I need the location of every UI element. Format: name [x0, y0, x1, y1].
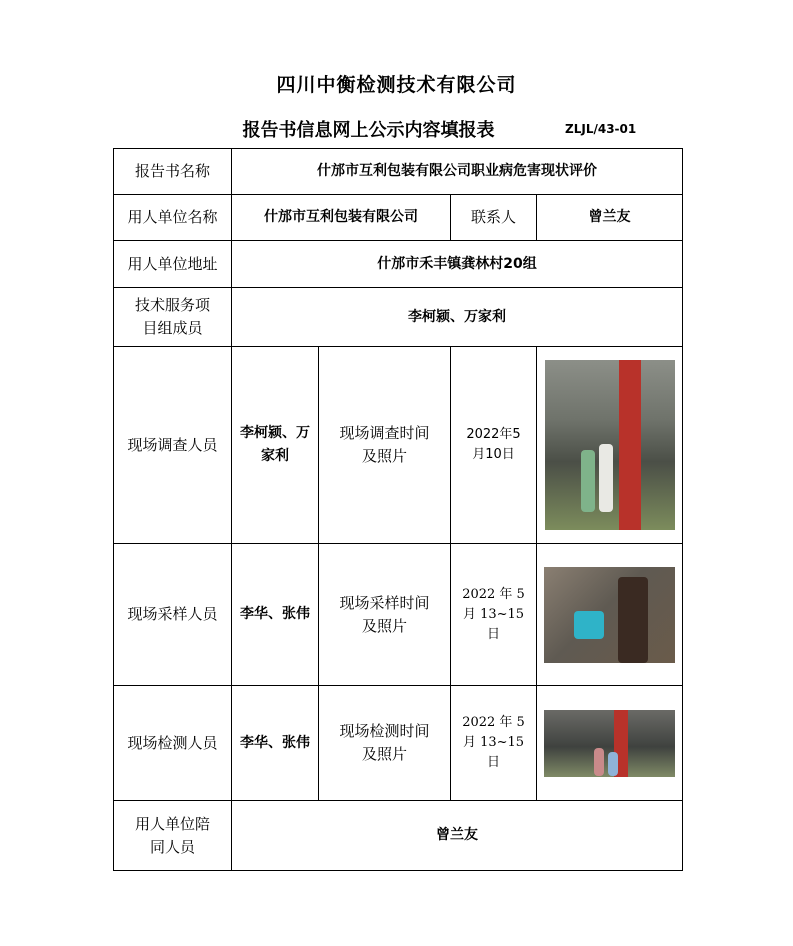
form-title-text: 报告书信息网上公示内容填报表: [242, 120, 495, 141]
sampling-time-label: 现场采样时间及照片: [319, 544, 451, 686]
person-figure: [608, 752, 618, 776]
row-employer: [114, 195, 683, 241]
testing-label: 现场检测人员: [114, 686, 232, 801]
instrument-figure: [574, 611, 604, 639]
survey-people: 李柯颍、万家利: [232, 347, 319, 544]
survey-time-label: 现场调查时间及照片: [319, 347, 451, 544]
employer-label: 用人单位名称: [114, 195, 232, 241]
survey-label: 现场调查人员: [114, 347, 232, 544]
testing-photo: [544, 710, 675, 777]
report-name-label: 报告书名称: [114, 149, 232, 195]
person-figure: [594, 748, 604, 776]
row-testing: [114, 686, 683, 801]
address-value: 什邡市禾丰镇龚林村20组: [232, 241, 683, 288]
form-code: ZLJL/43-01: [565, 122, 637, 136]
person-figure: [581, 450, 595, 512]
testing-date: 2022 年 5 月 13~15 日: [451, 686, 537, 801]
sampling-photo-cell: [537, 544, 683, 686]
person-figure: [599, 444, 613, 512]
sampling-date: 2022 年 5 月 13~15 日: [451, 544, 537, 686]
company-title: 四川中衡检测技术有限公司: [276, 74, 517, 96]
row-team: [114, 288, 683, 347]
info-table: [113, 148, 683, 871]
banner-pillar: [619, 360, 641, 530]
contact-value: 曾兰友: [537, 195, 683, 241]
survey-photo: [545, 360, 675, 530]
contact-label: 联系人: [451, 195, 537, 241]
team-label: 技术服务项目组成员: [114, 288, 232, 347]
testing-photo-cell: [537, 686, 683, 801]
sampling-people: 李华、张伟: [232, 544, 319, 686]
address-label: 用人单位地址: [114, 241, 232, 288]
testing-people: 李华、张伟: [232, 686, 319, 801]
survey-photo-cell: [537, 347, 683, 544]
sampling-label: 现场采样人员: [114, 544, 232, 686]
employer-value: 什邡市互利包装有限公司: [232, 195, 451, 241]
survey-date: 2022年5月10日: [451, 347, 537, 544]
team-value: 李柯颍、万家利: [232, 288, 683, 347]
sampling-photo: [544, 567, 675, 663]
form-title: [0, 116, 793, 142]
row-escort: [114, 801, 683, 871]
row-survey: [114, 347, 683, 544]
escort-label: 用人单位陪同人员: [114, 801, 232, 871]
row-sampling: [114, 544, 683, 686]
row-address: [114, 241, 683, 288]
report-name-value: 什邡市互利包装有限公司职业病危害现状评价: [232, 149, 683, 195]
testing-time-label: 现场检测时间及照片: [319, 686, 451, 801]
row-report-name: [114, 149, 683, 195]
escort-value: 曾兰友: [232, 801, 683, 871]
person-figure: [618, 577, 648, 663]
